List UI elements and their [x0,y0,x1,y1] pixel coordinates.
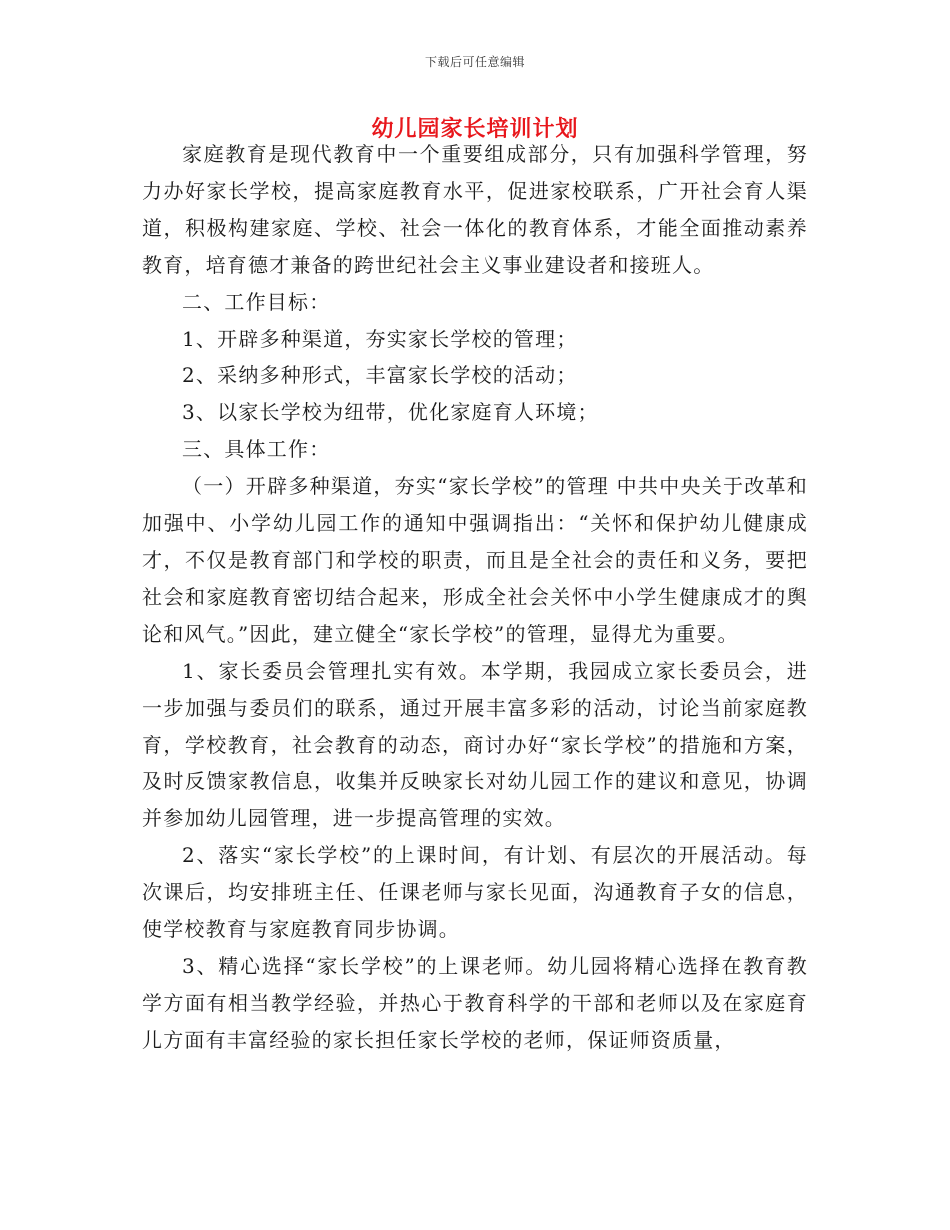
work-item-paragraph: 2、落实“家长学校”的上课时间，有计划、有层次的开展活动。每次课后，均安排班主任、任课老师与家长见面，沟通教育子女的信息，使学校教育与家庭教育同步协调。 [142,843,808,942]
section-heading-goals: 二、工作目标： [182,289,331,314]
document-body [142,136,808,1059]
document-title: 幼儿园家长培训计划 [371,116,579,142]
goal-item: 3、以家长学校为纽带，优化家庭育人环境； [182,400,599,425]
goal-item: 1、开辟多种渠道，夯实家长学校的管理； [182,326,578,351]
goal-item: 2、采纳多种形式，丰富家长学校的活动； [182,363,578,388]
intro-paragraph: 家庭教育是现代教育中一个重要组成部分，只有加强科学管理，努力办好家长学校，提高家庭教育水平，促进家校联系，广开社会育人渠道，积极构建家庭、学校、社会一体化的教育体系，才能全面推动素养教育，培育德才兼备的跨世纪社会主义事业建设者和接班人。 [142,142,808,277]
header-note: 下载后可任意编辑 [424,55,525,69]
work-item-paragraph: 3、精心选择“家长学校”的上课老师。幼儿园将精心选择在教育教学方面有相当教学经验，并热心于教育科学的干部和老师以及在家庭育儿方面有丰富经验的家长担任家长学校的老师，保证师资质量， [142,953,808,1052]
work-subsection-paragraph: （一）开辟多种渠道，夯实“家长学校”的管理 中共中央关于改革和加强中、小学幼儿园工作的通知中强调指出：“关怀和保护幼儿健康成才，不仅是教育部门和学校的职责，而且是全社会的责任和义务，要把社会和家庭教育密切结合起来，形成全社会关怀中小学生健康成才的舆论和风气。”因此，建立健全“家长学校”的管理，显得尤为重要。 [142,474,808,646]
work-item-paragraph: 1、家长委员会管理扎实有效。本学期，我园成立家长委员会，进一步加强与委员们的联系，通过开展丰富多彩的活动，讨论当前家庭教育，学校教育，社会教育的动态，商讨办好“家长学校”的措施和方案，及时反馈家教信息，收集并反映家长对幼儿园工作的建议和意见，协调并参加幼儿园管理，进一步提高管理的实效。 [142,658,808,831]
section-heading-work: 三、具体工作： [182,437,331,462]
